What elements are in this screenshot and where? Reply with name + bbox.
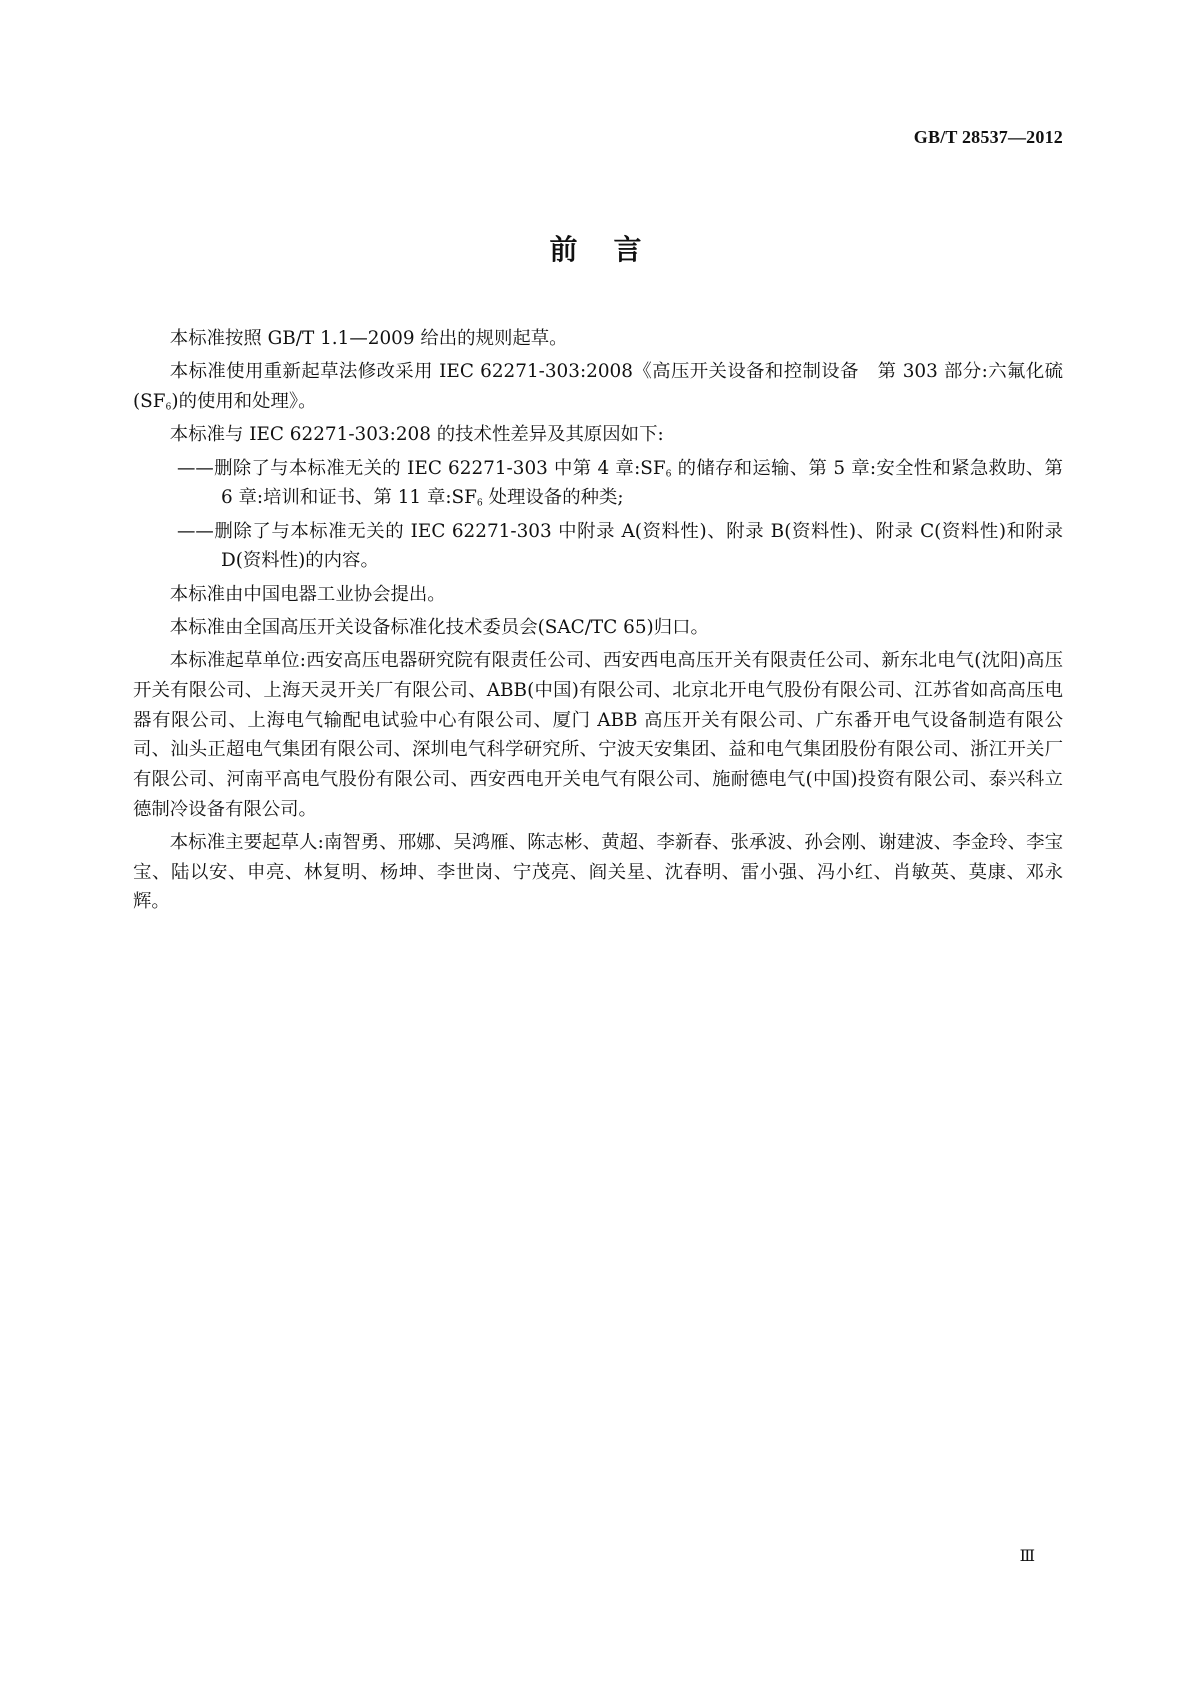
paragraph-proposer: 本标准由中国电器工业协会提出。 [169, 583, 446, 605]
paragraph-drafting-units: 本标准起草单位:西安高压电器研究院有限责任公司、西安西电高压开关有限责任公司、新东北电气(沈阳)高压开关有限公司、上海天灵开关厂有限公司、ABB(中国)有限公司、北京北开电气股份有限公司、江苏省如高高压电器有限公司、上海电气输配电试验中心有限公司、厦门 ABB 高压开关有限公司、广东番开电气设备制造有限公司、汕头正超电气集团有限公司、深圳电气科学研究所、宁波天安集团、益和电气集团股份有限公司、浙江开关厂有限公司、河南平高电气股份有限公司、西安西电开关电气有限公司、施耐德电气(中国)投资有限公司、泰兴科立德制冷设备有限公司。 [133, 650, 1063, 820]
list-item-text: 处理设备的种类; [482, 487, 624, 509]
list-item-deleted-annexes: ——删除了与本标准无关的 IEC 62271-303 中附录 A(资料性)、附录 B(资料性)、附录 C(资料性)和附录 D(资料性)的内容。 [177, 520, 1063, 572]
paragraph-drafters: 本标准主要起草人:南智勇、邢娜、吴鸿雁、陈志彬、黄超、李新春、张承波、孙会刚、谢建波、李金玲、李宝宝、陆以安、申亮、林复明、杨坤、李世岗、宁茂亮、阎关星、沈春明、雷小强、冯小红、肖敏英、莫康、邓永辉。 [133, 832, 1063, 913]
list-item-text: 的储存和运输、第 5 章:安全性和紧急救助、第 6 章:培训和证书、第 11 章:SF [221, 457, 1063, 509]
paragraph-differences: 本标准与 IEC 62271-303:208 的技术性差异及其原因如下: [169, 424, 664, 446]
paragraph-committee: 本标准由全国高压开关设备标准化技术委员会(SAC/TC 65)归口。 [169, 616, 709, 638]
page-number: Ⅲ [1019, 1548, 1035, 1565]
document-body [133, 324, 1063, 921]
list-item-deleted-chapters [133, 454, 1063, 513]
subscript: 6 [665, 467, 672, 479]
paragraph-drafting-rules: 本标准按照 GB/T 1.1—2009 给出的规则起草。 [169, 328, 568, 349]
subscript: 6 [165, 401, 172, 413]
subscript: 6 [476, 497, 483, 509]
page-title: 前言 [549, 233, 678, 266]
standard-code: GB/T 28537—2012 [913, 127, 1063, 147]
paragraph-adoption-text-end: )的使用和处理》。 [171, 391, 317, 412]
paragraph-adoption-text: 本标准使用重新起草法修改采用 IEC 62271-303:2008《高压开关设备和控制设备 第 303 部分:六氟化硫(SF [133, 361, 1063, 412]
paragraph-adoption [133, 357, 1063, 416]
list-item-text: ——删除了与本标准无关的 IEC 62271-303 中第 4 章:SF [177, 457, 666, 479]
